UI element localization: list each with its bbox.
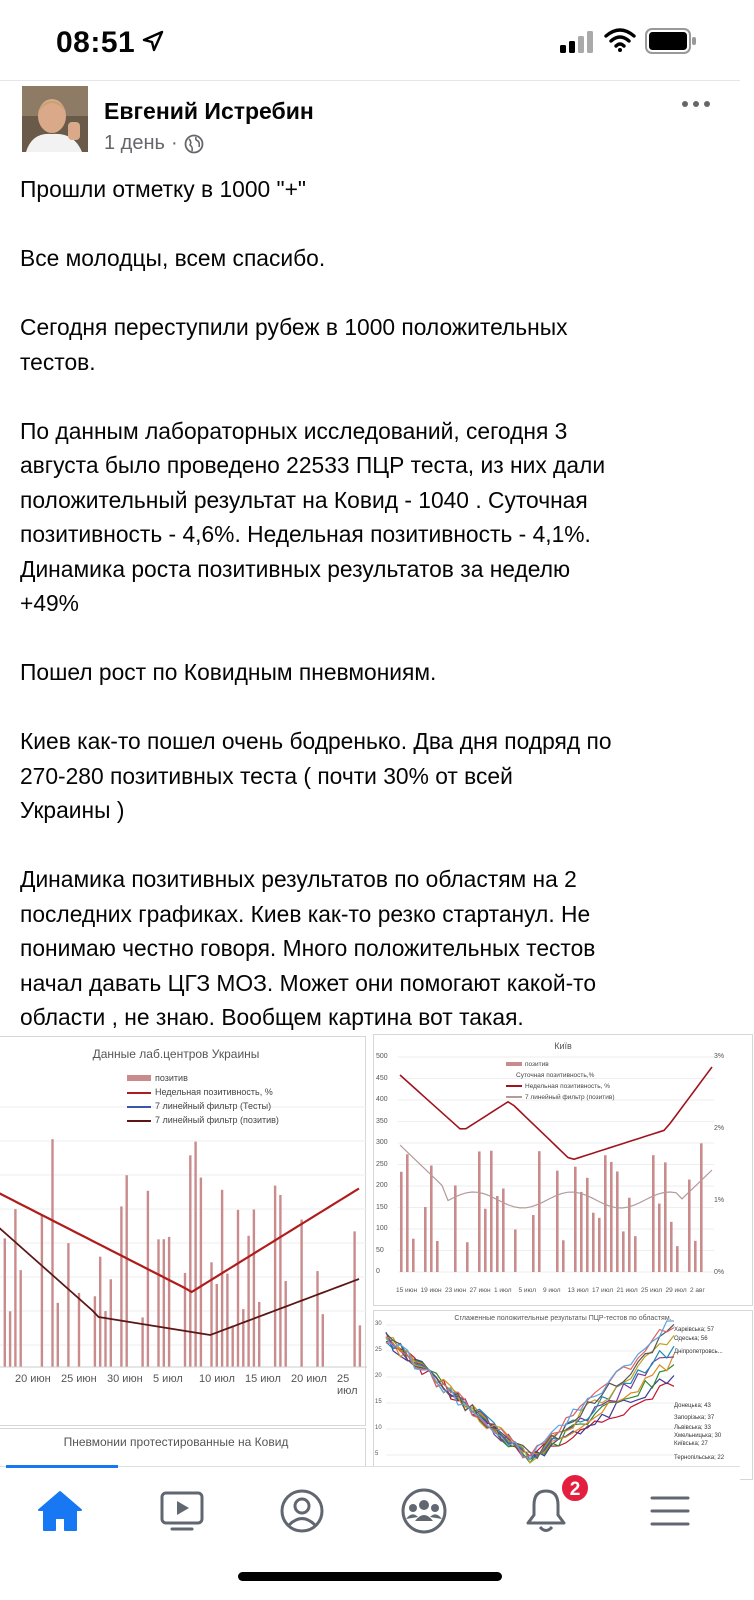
bar [454,1185,457,1272]
bar [237,1210,239,1367]
y-tick-label: 10 [375,1425,382,1431]
bar [676,1246,679,1272]
home-icon [37,1490,83,1532]
post-paragraph: Сегодня переступили рубеж в 1000 положительных тестов. [20,314,568,375]
bar [574,1167,577,1272]
bar [700,1143,703,1272]
y-axis-ticks [374,1311,386,1481]
bar [221,1190,223,1367]
chart-title: Пневмонии протестированные на Ковид [63,1435,289,1449]
nav-profile[interactable] [272,1481,332,1541]
region-label: Львівська; 33 [674,1425,711,1431]
chart-title: Данные лаб.центров Украины [92,1047,260,1061]
post-images[interactable] [0,1028,740,1466]
avatar-photo-icon [22,86,88,152]
chart-image-ukraine-labs[interactable] [0,1036,366,1426]
post-meta [104,132,204,155]
x-tick-label: 29 июл [665,1287,687,1294]
bar [20,1270,22,1367]
region-line [386,1342,674,1459]
legend-swatch [506,1062,522,1066]
x-tick-label: 19 июн [420,1287,442,1294]
bar [424,1207,427,1272]
y-tick-label: 15 [375,1399,382,1405]
chart-title: Київ [554,1041,572,1051]
region-labels [674,1311,754,1481]
x-tick-label: 23 июн [445,1287,467,1294]
cellular-signal-icon [560,31,594,53]
y-tick-label: 25 [375,1347,382,1353]
x-axis-ticks [0,1373,367,1397]
x-tick-label: 25 июл [337,1373,358,1397]
bar [490,1151,493,1272]
legend-swatch [506,1096,522,1098]
bar [300,1220,302,1367]
bar [147,1191,149,1367]
bar [94,1296,96,1367]
x-tick-label: 2 авг [690,1287,705,1294]
legend-swatch [127,1120,151,1122]
bar [126,1175,128,1367]
post-text [20,172,732,1069]
notification-badge: 2 [560,1473,590,1503]
y-tick-label: 350 [376,1117,388,1125]
profile-icon [279,1488,325,1534]
bar [353,1231,355,1367]
nav-home[interactable] [30,1481,90,1541]
bar [400,1172,403,1272]
bar [163,1239,165,1367]
bar [616,1172,619,1272]
x-tick-label: 25 июн [61,1373,97,1385]
bar [580,1192,583,1272]
y-tick-label: 250 [376,1160,388,1168]
post-paragraph: Динамика позитивных результатов по областям на 2 последних графиках. Киев как-то резко стартанул. Не понимаю честно говоря. Много положительных тестов начал давать ЦГЗ МОЗ. Может они помогают какой-то области , не знаю. Вообщем картина вот такая. [20,866,597,1030]
bar [496,1196,499,1272]
bar [484,1209,487,1272]
bar [316,1271,318,1367]
y-tick-label-right: 1% [714,1197,725,1204]
chart-image-regions[interactable] [373,1310,753,1480]
globe-icon [184,134,204,154]
y-tick-label: 450 [376,1074,388,1082]
bar [598,1218,601,1272]
region-line [386,1337,674,1457]
bar [359,1325,361,1367]
bar [586,1178,589,1272]
y-tick-label: 100 [376,1225,388,1232]
bar [242,1309,244,1367]
avatar[interactable] [22,86,88,152]
post-paragraph: Прошли отметку в 1000 "+" [20,176,307,202]
bar [562,1240,565,1272]
post-time[interactable]: 1 день [104,132,165,154]
x-tick-label: 15 июн [396,1287,418,1294]
bar [610,1162,613,1272]
bar [189,1155,191,1367]
bar [538,1151,541,1272]
bar [258,1302,260,1367]
battery-icon [645,28,697,54]
groups-icon [400,1487,448,1535]
nav-menu[interactable] [640,1481,700,1541]
bar [466,1242,469,1272]
y-tick-label: 0 [376,1268,380,1275]
header-divider [0,80,740,81]
watch-video-icon [160,1491,204,1531]
bar [285,1281,287,1367]
dot-icon [704,101,710,107]
nav-watch[interactable] [152,1481,212,1541]
region-label: Тернопільська; 22 [674,1455,725,1461]
legend-item: Недельная позитивность, % [127,1085,279,1099]
bar [14,1209,16,1367]
x-tick-label: 20 июн [15,1373,51,1385]
x-tick-label: 10 июл [199,1373,235,1385]
x-tick-label: 15 июл [245,1373,281,1385]
y-tick-label: 20 [375,1373,382,1379]
bar [99,1257,101,1367]
bar [658,1204,661,1272]
more-options-button[interactable] [676,92,716,116]
post-paragraph: Киев как-то пошел очень бодренько. Два дня подряд по 270-280 позитивных теста ( почти 30% от всей Украины ) [20,728,612,823]
x-tick-label: 30 июн [107,1373,143,1385]
legend-item: позитив [127,1071,279,1085]
bar [478,1151,481,1272]
bar [57,1303,59,1367]
x-tick-label: 21 июл [616,1287,638,1294]
bar [4,1238,6,1367]
legend-item: Суточная позитивность,% [516,1072,595,1079]
legend-item: 7 линейный фильтр (Тесты) [127,1099,279,1113]
bar [51,1139,53,1367]
x-tick-label: 1 июл [494,1287,512,1294]
bar [216,1284,218,1367]
bar [120,1206,122,1367]
region-label: Запорізька; 37 [674,1415,715,1421]
nav-groups[interactable] [394,1481,454,1541]
legend-item: Недельная позитивность, % [506,1081,615,1092]
bar [694,1241,697,1272]
bar [110,1279,112,1367]
bar [604,1155,607,1272]
legend-item: 7 линейный фильтр (позитив) [506,1092,615,1103]
y-tick-label-right: 0% [714,1269,725,1276]
region-line [386,1324,674,1458]
menu-icon [650,1494,690,1528]
bar [41,1215,43,1367]
x-tick-label: 9 июл [543,1287,561,1294]
bar [157,1239,159,1367]
post-paragraph: Все молодцы, всем спасибо. [20,245,326,271]
y-tick-label: 400 [376,1096,388,1103]
y-tick-label: 500 [376,1053,388,1060]
x-tick-label: 5 июл [518,1287,537,1294]
status-bar [0,0,740,80]
region-line [386,1337,674,1454]
location-arrow-icon [142,30,164,52]
chart-legend [127,1071,279,1127]
status-time: 08:51 [56,26,136,59]
active-tab-indicator [6,1465,118,1468]
legend-swatch [127,1075,151,1081]
region-line [386,1335,674,1462]
legend-swatch [127,1092,151,1094]
x-tick-label: 27 июн [469,1287,491,1294]
bar [592,1213,595,1272]
bar [430,1166,433,1272]
legend-item: позитив [506,1059,615,1070]
chart-title: Сглаженные положительные результаты ПЦР-тестов по областям. [454,1315,672,1322]
author-name[interactable]: Евгений Истребин [104,98,314,124]
bar [622,1231,625,1272]
x-tick-label: 17 июл [592,1287,614,1294]
region-line [386,1321,674,1459]
bar [226,1274,228,1367]
bar [168,1237,170,1367]
bar [412,1239,415,1272]
region-label: Донецька; 43 [674,1403,711,1409]
y-tick-label: 5 [375,1451,379,1457]
x-tick-label: 5 июл [153,1373,183,1385]
bar [556,1171,559,1272]
home-indicator [238,1572,502,1581]
bar [502,1189,505,1272]
bar [634,1236,637,1272]
bar [279,1195,281,1367]
wifi-icon [604,28,636,52]
dot-icon [693,101,699,107]
bar [67,1243,69,1367]
chart-legend [506,1059,615,1103]
post-paragraph: Пошел рост по Ковидным пневмониям. [20,659,437,685]
post-paragraph: По данным лабораторных исследований, сегодня 3 августа было проведено 22533 ПЦР теста, из них дали положительный результат на Ковид - 1040 . Суточная позитивность - 4,6%. Недельная позитивность - 4,1%. Динамика роста позитивных результатов за неделю +49% [20,417,606,616]
y-tick-label: 200 [376,1182,388,1189]
region-label: Хмельницька; 30 [674,1433,722,1439]
chart-image-kyiv[interactable] [373,1034,753,1306]
bar [253,1210,255,1367]
legend-swatch [127,1106,151,1108]
y-tick-label: 50 [376,1246,384,1254]
bar [664,1162,667,1272]
dot-icon [682,101,688,107]
region-label: Одеська; 56 [674,1336,708,1342]
bar [670,1222,673,1272]
bar [232,1326,234,1367]
bar [274,1186,276,1367]
y-tick-label: 300 [376,1139,388,1146]
bar [9,1311,11,1367]
bar [652,1155,655,1272]
bar [104,1311,106,1367]
x-axis-ticks [374,1287,754,1299]
y-tick-label: 30 [375,1321,382,1327]
region-label: Харківська; 57 [674,1327,714,1333]
bar [200,1178,202,1367]
bar [78,1293,80,1367]
x-tick-label: 25 июл [641,1287,663,1294]
legend-item: 7 линейный фильтр (позитив) [127,1113,279,1127]
region-line [386,1340,674,1463]
y-tick-label-right: 3% [714,1053,725,1060]
x-tick-label: 20 июл [291,1373,327,1385]
bar [436,1241,439,1272]
bar [322,1314,324,1367]
meta-separator: · [170,132,178,154]
bar [532,1215,535,1272]
bar [406,1154,409,1272]
x-tick-label: 13 июл [567,1287,589,1294]
region-label: Київська; 27 [674,1441,708,1447]
y-tick-label-right: 2% [714,1125,725,1132]
y-tick-label: 150 [376,1203,388,1211]
legend-swatch [506,1085,522,1087]
region-label: Дніпропетровсь... [674,1349,723,1355]
bar [514,1230,517,1272]
bar [628,1198,631,1272]
